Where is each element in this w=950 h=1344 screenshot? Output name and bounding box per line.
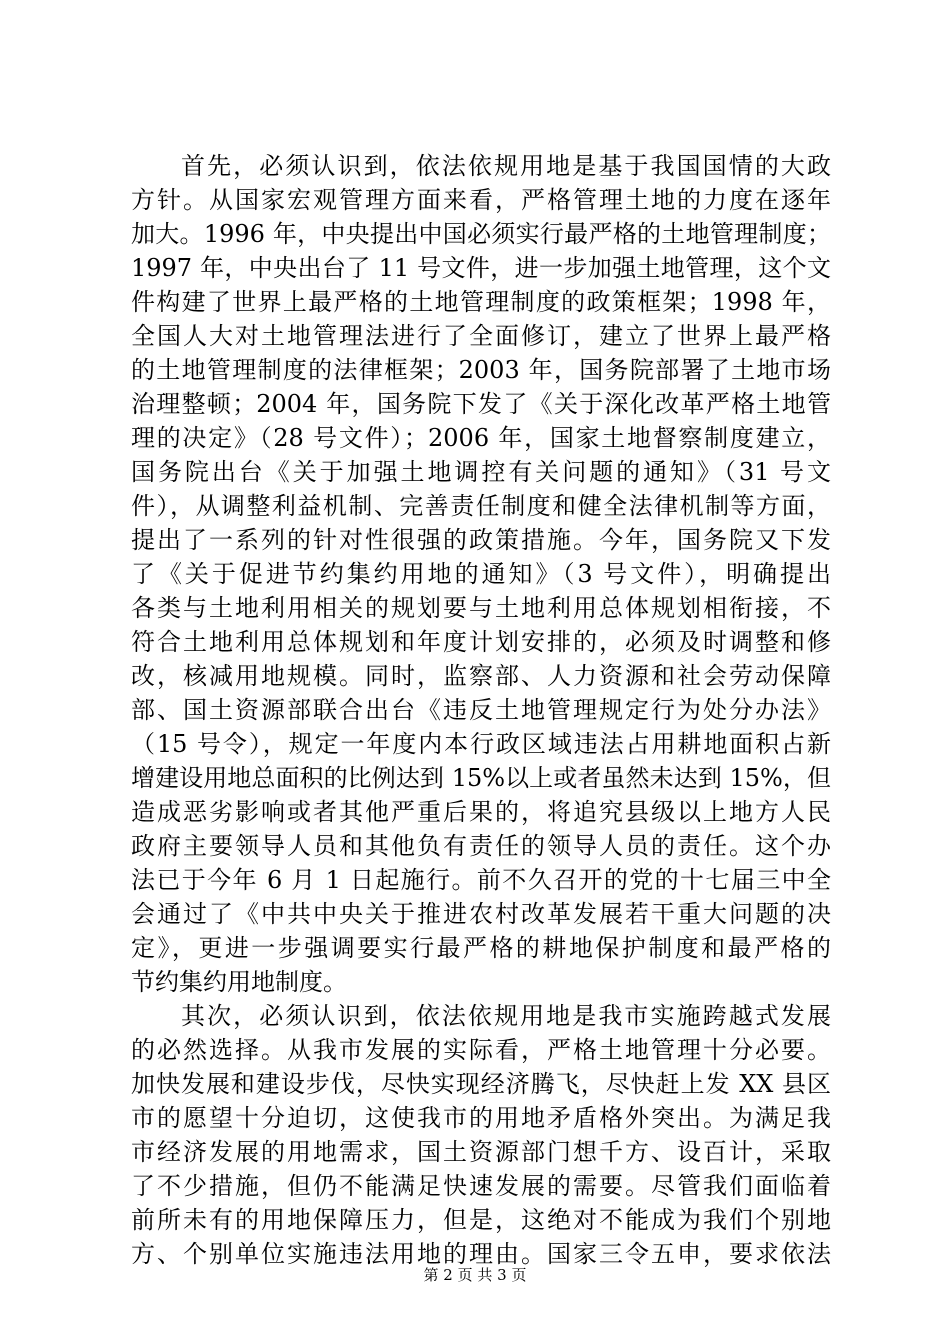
- text-line: 其次，必须认识到，依法依规用地是我市实施跨越式发展: [181, 1002, 831, 1030]
- text-line: 前所未有的用地保障压力，但是，这绝对不能成为我们个别地: [131, 1206, 831, 1234]
- text-line: 各类与土地利用相关的规划要与土地利用总体规划相衔接，不: [131, 594, 831, 622]
- text-line: 改，核减用地规模。同时，监察部、人力资源和社会劳动保障: [131, 662, 831, 690]
- text-line: 件构建了世界上最严格的土地管理制度的政策框架；1998 年，: [131, 288, 831, 316]
- text-line: 增建设用地总面积的比例达到 15%以上或者虽然未达到 15%，但: [131, 764, 831, 792]
- text-line: 提出了一系列的针对性很强的政策措施。今年，国务院又下发: [131, 526, 831, 554]
- text-line: 治理整顿；2004 年，国务院下发了《关于深化改革严格土地管: [131, 390, 831, 418]
- text-line: 造成恶劣影响或者其他严重后果的，将追究县级以上地方人民: [131, 798, 831, 826]
- text-line: 首先，必须认识到，依法依规用地是基于我国国情的大政: [181, 152, 831, 180]
- text-line: 市的愿望十分迫切，这使我市的用地矛盾格外突出。为满足我: [131, 1104, 831, 1132]
- paragraph-1: [131, 149, 831, 999]
- text-line: （15 号令），规定一年度内本行政区域违法占用耕地面积占新: [131, 730, 831, 758]
- text-line: 国务院出台《关于加强土地调控有关问题的通知》（31 号文: [131, 458, 831, 486]
- text-line: 符合土地利用总体规划和年度计划安排的，必须及时调整和修: [131, 628, 831, 656]
- page-number-footer: 第 2 页 共 3 页: [423, 1266, 527, 1284]
- text-line: 全国人大对土地管理法进行了全面修订，建立了世界上最严格: [131, 322, 831, 350]
- text-line: 部、国土资源部联合出台《违反土地管理规定行为处分办法》: [131, 696, 831, 724]
- text-line: 了不少措施，但仍不能满足快速发展的需要。尽管我们面临着: [131, 1172, 831, 1200]
- text-line: 方针。从国家宏观管理方面来看，严格管理土地的力度在逐年: [131, 186, 831, 214]
- text-line: 法已于今年 6 月 1 日起施行。前不久召开的党的十七届三中全: [131, 866, 831, 894]
- text-line: 方、个别单位实施违法用地的理由。国家三令五申，要求依法: [131, 1240, 831, 1268]
- text-line: 的土地管理制度的法律框架；2003 年，国务院部署了土地市场: [131, 356, 831, 384]
- paragraph-2: [131, 999, 831, 1271]
- text-line: 市经济发展的用地需求，国土资源部门想千方、设百计，采取: [131, 1138, 831, 1166]
- text-line: 的必然选择。从我市发展的实际看，严格土地管理十分必要。: [131, 1036, 831, 1064]
- text-line: 加大。1996 年，中央提出中国必须实行最严格的土地管理制度；: [131, 220, 831, 248]
- text-line: 政府主要领导人员和其他负有责任的领导人员的责任。这个办: [131, 832, 831, 860]
- text-line: 理的决定》（28 号文件）；2006 年，国家土地督察制度建立，: [131, 424, 831, 452]
- document-body: [131, 149, 831, 1271]
- text-line: 节约集约用地制度。: [131, 968, 347, 996]
- text-line: 加快发展和建设步伐，尽快实现经济腾飞，尽快赶上发 XX 县区: [131, 1070, 831, 1098]
- text-line: 定》，更进一步强调要实行最严格的耕地保护制度和最严格的: [131, 934, 831, 962]
- text-line: 会通过了《中共中央关于推进农村改革发展若干重大问题的决: [131, 900, 831, 928]
- text-line: 1997 年，中央出台了 11 号文件，进一步加强土地管理，这个文: [131, 254, 831, 282]
- text-line: 件），从调整利益机制、完善责任制度和健全法律机制等方面，: [131, 492, 831, 520]
- text-line: 了《关于促进节约集约用地的通知》（3 号文件），明确提出: [131, 560, 831, 588]
